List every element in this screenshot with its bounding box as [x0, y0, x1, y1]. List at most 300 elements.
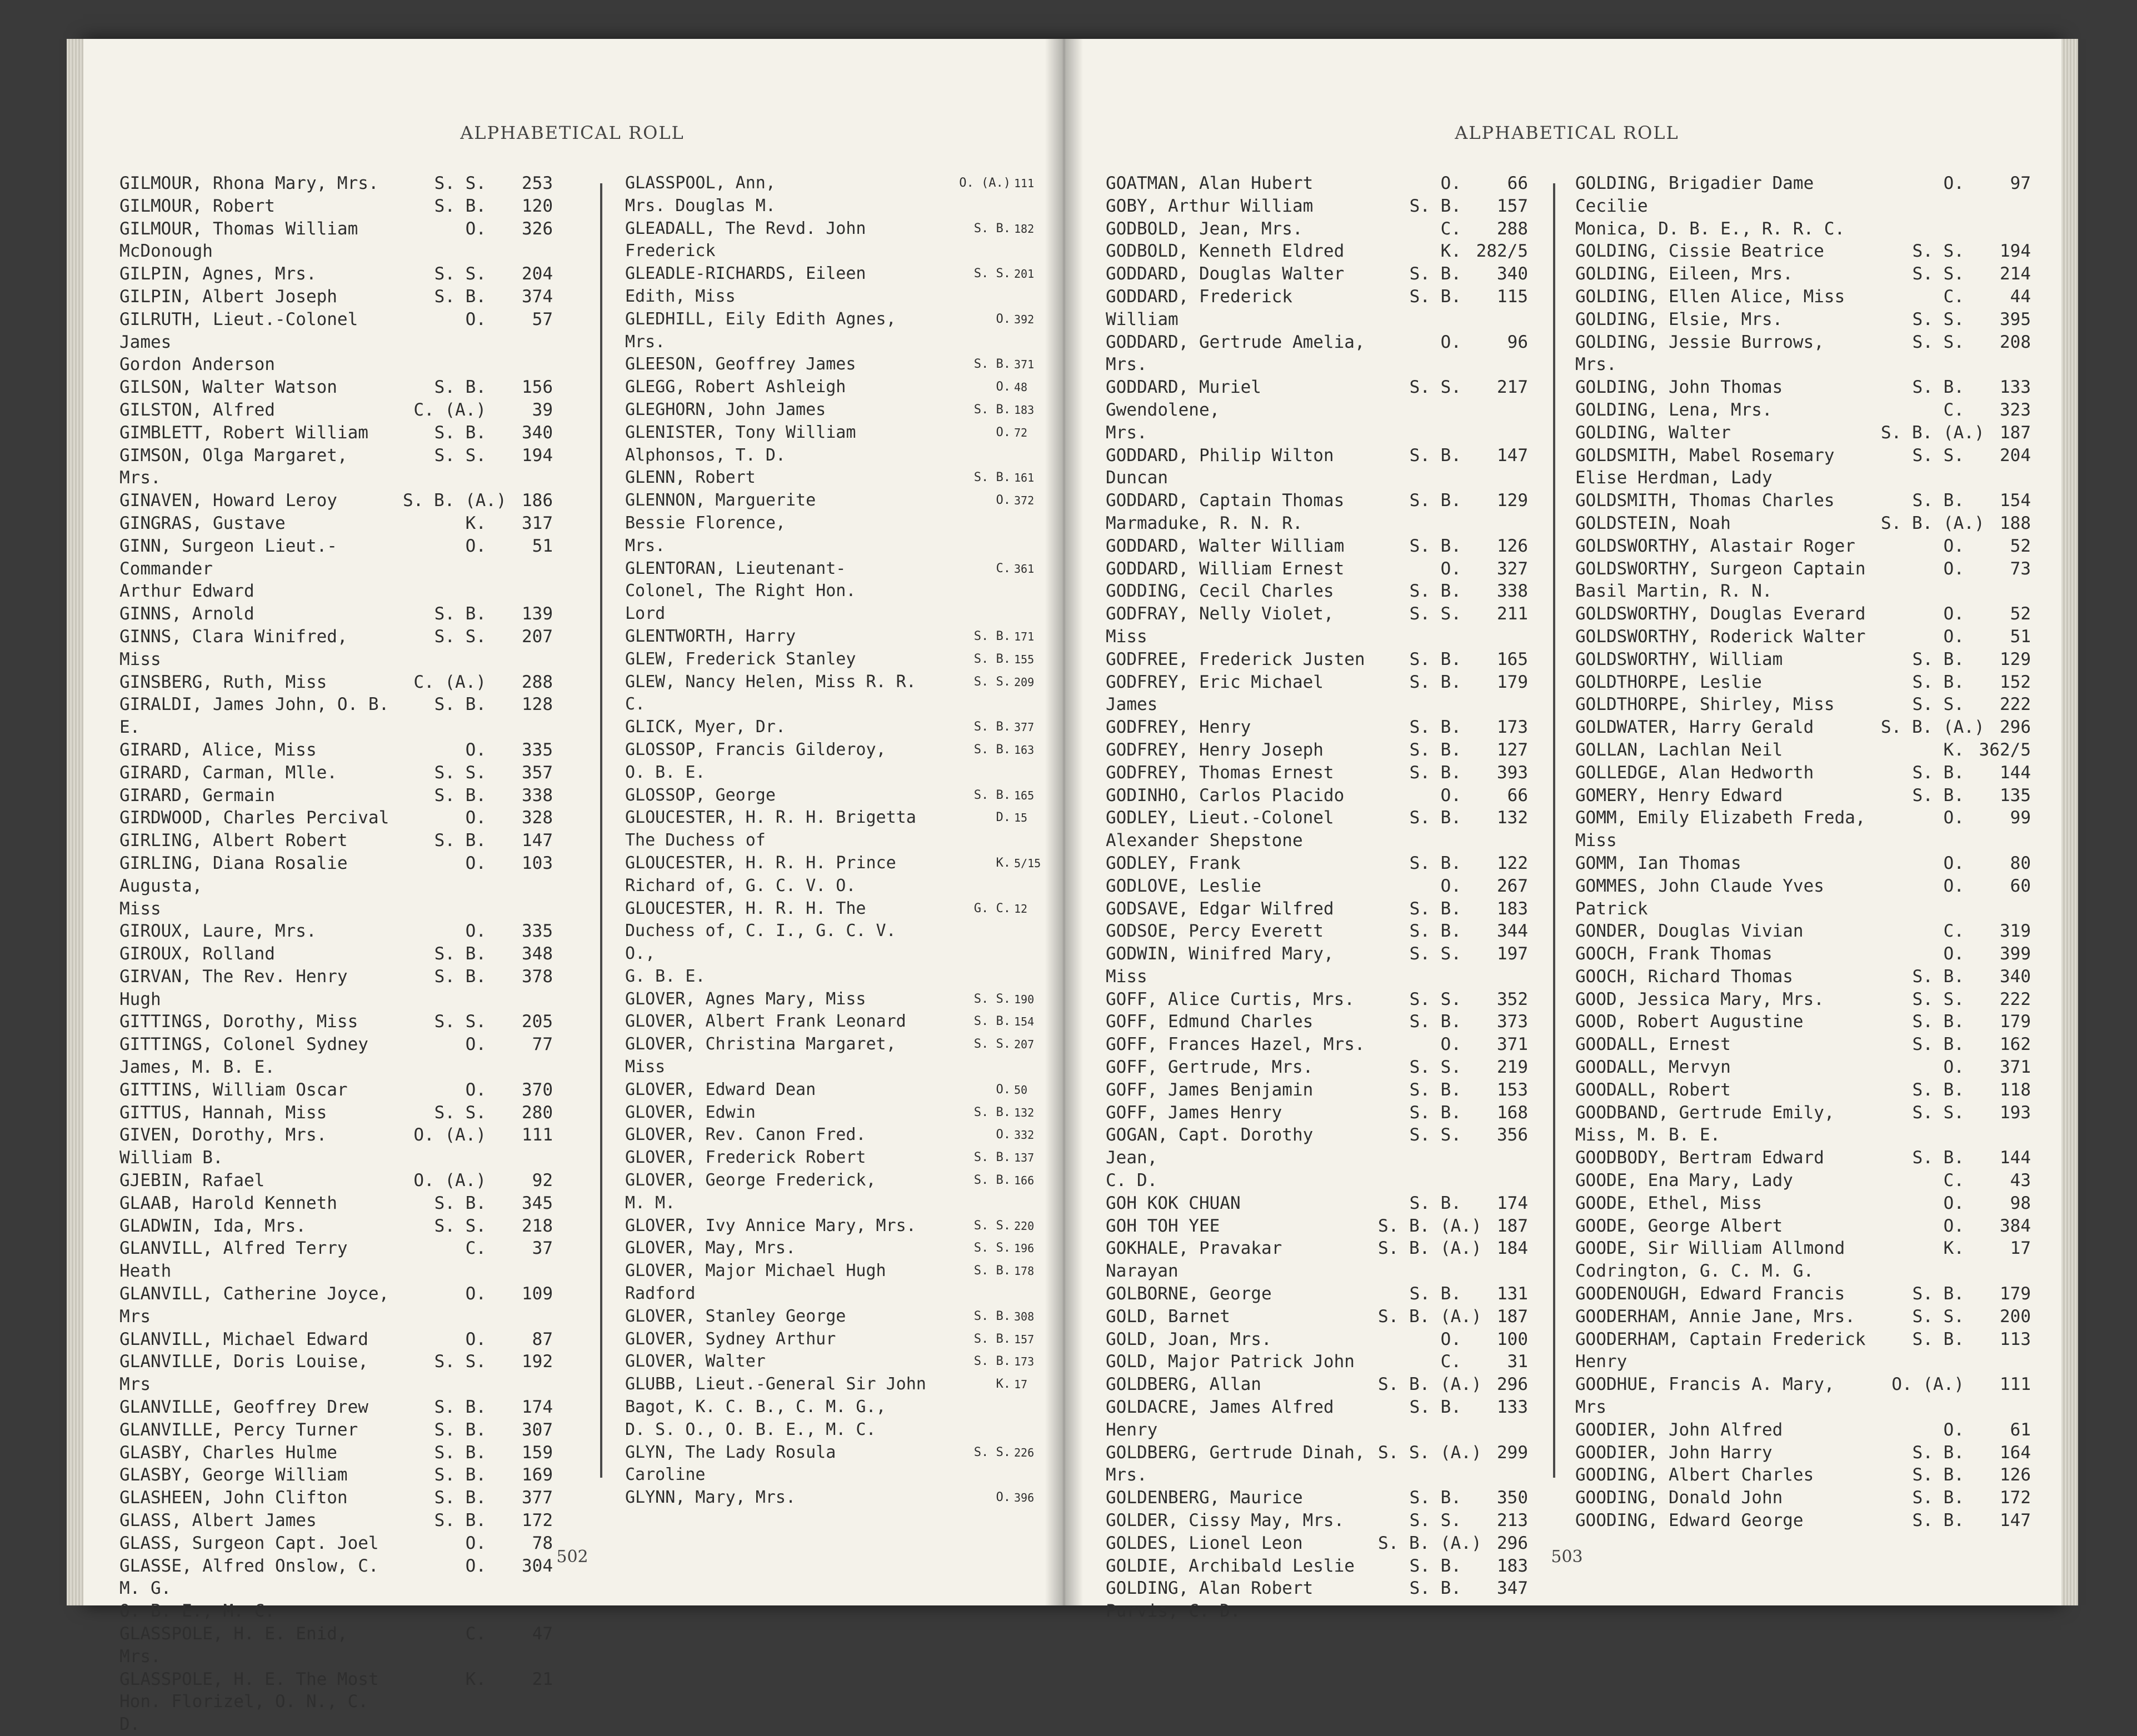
entry-page: 217 — [1497, 377, 1528, 398]
entry-page: 288 — [1497, 218, 1528, 239]
entry-page: 147 — [1497, 445, 1528, 466]
entry-service: S. S. — [434, 762, 486, 783]
entry-page: 208 — [2000, 332, 2031, 352]
entry-reference — [1378, 444, 1528, 467]
roll-entry — [1106, 376, 1528, 444]
entry-name: GOODHUE, Francis A. Mary, Mrs — [1575, 1374, 1835, 1418]
entry-name: GOODING, Donald John — [1575, 1488, 1783, 1508]
roll-entry — [1106, 807, 1528, 852]
entry-service: S. B. — [434, 944, 486, 964]
entry-name: GODLOVE, Leslie — [1106, 875, 1261, 896]
roll-entry — [625, 784, 1036, 807]
entry-service: O. — [1943, 1057, 1964, 1078]
roll-entry — [1575, 1192, 2031, 1215]
entry-name: GOODE, Sir William Allmond Codrington, G. C. M. G. — [1575, 1238, 1845, 1282]
entry-name: GINAVEN, Howard Leroy — [119, 491, 337, 511]
entry-name: GODSAVE, Edgar Wilfred — [1106, 898, 1334, 919]
entry-page: 111 — [1014, 177, 1035, 190]
roll-entry — [119, 1124, 553, 1169]
entry-reference — [1881, 671, 2031, 694]
roll-entry — [1575, 535, 2031, 558]
entry-name: GLEDHILL, Eily Edith Agnes, Mrs. — [625, 309, 896, 352]
entry-reference — [1378, 784, 1528, 807]
roll-entry — [119, 829, 553, 852]
roll-entry — [1575, 444, 2031, 490]
roll-entry — [1575, 240, 2031, 263]
roll-entry — [1106, 195, 1528, 218]
entry-service: S. S. — [1409, 944, 1461, 964]
roll-entry — [1106, 535, 1528, 558]
roll-entry — [119, 286, 553, 308]
entry-service: S. S. — [1409, 1510, 1461, 1531]
entry-page: 60 — [2010, 875, 2031, 896]
entry-page: 335 — [522, 739, 553, 760]
entry-name: GOLDBERG, Gertrude Dinah, Mrs. — [1106, 1442, 1365, 1485]
entry-page: 137 — [1014, 1151, 1035, 1165]
entry-service: S. S. — [1912, 309, 1964, 329]
entry-service: S. B. — [434, 1397, 486, 1418]
entry-service: S. S. — [973, 1445, 1011, 1459]
entry-name: GOLDSWORTHY, Alastair Roger — [1575, 536, 1855, 556]
entry-service: S. B. — [434, 196, 486, 216]
entry-name: GOODING, Edward George — [1575, 1510, 1804, 1531]
entry-page: 183 — [1497, 1555, 1528, 1576]
entry-page: 350 — [1497, 1488, 1528, 1508]
entry-page: 5/15 — [1014, 856, 1041, 870]
entry-reference — [1378, 1350, 1528, 1373]
roll-entry — [119, 218, 553, 263]
entry-page: 12 — [1014, 902, 1028, 915]
entry-name: GODDARD, Muriel Gwendolene, Mrs. — [1106, 377, 1261, 443]
roll-entry — [119, 1283, 553, 1328]
entry-reference — [1881, 716, 2031, 739]
entry-page: 48 — [1014, 381, 1028, 394]
entry-name: GLEADALL, The Revd. John Frederick — [625, 218, 866, 261]
entry-page: 323 — [2000, 399, 2031, 420]
entry-service: S. B. — [1409, 445, 1461, 466]
roll-entry — [1106, 1010, 1528, 1033]
entry-name: GOLBORNE, George — [1106, 1284, 1272, 1304]
roll-entry — [625, 1147, 1036, 1169]
entry-reference — [1378, 195, 1528, 218]
entry-reference — [1881, 1509, 2031, 1532]
entry-name: GOFF, Frances Hazel, Mrs. — [1106, 1034, 1365, 1055]
roll-entry — [625, 626, 1036, 648]
entry-page: 51 — [2010, 626, 2031, 647]
entry-reference — [403, 308, 553, 331]
entry-service: S. B. — [1409, 898, 1461, 919]
entry-service: S. B. — [973, 720, 1011, 734]
entry-page: 338 — [522, 785, 553, 806]
entry-name: GLANVILL, Catherine Joyce, Mrs — [119, 1284, 390, 1327]
entry-name: GODBOLD, Jean, Mrs. — [1106, 218, 1303, 239]
entry-page: 163 — [1014, 743, 1035, 757]
roll-entry — [1106, 739, 1528, 762]
entry-page: 129 — [2000, 649, 2031, 669]
roll-entry — [119, 1442, 553, 1464]
entry-name: GOLD, Barnet — [1106, 1306, 1230, 1327]
entry-name: GILMOUR, Thomas William McDonough — [119, 218, 358, 262]
entry-service: S. B. — [973, 788, 1011, 802]
entry-reference — [403, 1509, 553, 1532]
roll-entry — [1575, 988, 2031, 1011]
entry-reference — [938, 218, 1036, 241]
entry-reference — [1378, 1079, 1528, 1102]
entry-page: 133 — [1497, 1397, 1528, 1418]
entry-page: 205 — [522, 1012, 553, 1032]
entry-page: 37 — [532, 1238, 553, 1259]
entry-name: GLOVER, Rev. Canon Fred. — [625, 1125, 866, 1145]
entry-page: 226 — [1014, 1445, 1035, 1459]
entry-service: S. S. — [1912, 264, 1964, 284]
entry-name: GIVEN, Dorothy, Mrs. William B. — [119, 1125, 327, 1168]
entry-service: S. B. — [1409, 536, 1461, 556]
entry-reference — [403, 1169, 553, 1192]
entry-page: 100 — [1497, 1329, 1528, 1349]
roll-entry — [1575, 1328, 2031, 1374]
entry-service: O. (A.) — [959, 176, 1011, 190]
entry-reference — [1881, 558, 2031, 581]
entry-name: GOLDING, John Thomas — [1575, 377, 1783, 398]
entry-reference — [1378, 1487, 1528, 1509]
entry-name: GIRLING, Albert Robert — [119, 831, 348, 851]
right-column-2 — [1575, 172, 2031, 1532]
entry-reference — [938, 898, 1036, 920]
entry-page: 133 — [2000, 377, 2031, 398]
entry-page: 77 — [532, 1034, 553, 1055]
roll-entry — [119, 671, 553, 694]
entry-reference — [1881, 1033, 2031, 1056]
entry-service: S. S. — [434, 1102, 486, 1123]
entry-name: GOLDENBERG, Maurice — [1106, 1488, 1303, 1508]
entry-reference — [938, 1215, 1036, 1238]
entry-service: S. S. — [973, 1218, 1011, 1233]
entry-page: 357 — [522, 762, 553, 783]
entry-reference — [403, 1668, 553, 1691]
entry-name: GLASHEEN, John Clifton — [119, 1488, 348, 1508]
entry-name: GILPIN, Albert Joseph — [119, 286, 337, 307]
entry-reference — [938, 852, 1041, 875]
entry-name: GOODBODY, Bertram Edward — [1575, 1148, 1824, 1168]
roll-entry — [625, 739, 1036, 784]
entry-reference — [403, 1623, 553, 1645]
entry-service: S. B. — [1912, 1012, 1964, 1032]
roll-entry — [1575, 422, 2031, 444]
entry-name: GLASSPOLE, H. E. The Most Hon. Florizel, O. N., C. D. — [119, 1669, 379, 1735]
roll-entry — [1106, 286, 1528, 331]
entry-reference — [1378, 1305, 1528, 1328]
entry-name: GOLDSWORTHY, Surgeon Captain Basil Martin, R. N. — [1575, 558, 1866, 602]
entry-service: S. S. (A.) — [1378, 1442, 1482, 1463]
entry-page: 66 — [1507, 785, 1528, 806]
entry-reference — [1881, 965, 2031, 988]
roll-entry — [625, 1033, 1036, 1079]
entry-name: GOMM, Ian Thomas — [1575, 853, 1741, 873]
roll-entry — [119, 626, 553, 671]
roll-entry — [625, 807, 1036, 852]
entry-service: S. S. — [434, 264, 486, 284]
roll-entry — [119, 1396, 553, 1419]
entry-page: 340 — [1497, 264, 1528, 284]
entry-name: GOMMES, John Claude Yves Patrick — [1575, 875, 1824, 919]
entry-page: 128 — [522, 694, 553, 715]
entry-page: 120 — [522, 196, 553, 216]
entry-name: GOODIER, John Harry — [1575, 1442, 1772, 1463]
entry-page: 31 — [1507, 1352, 1528, 1372]
entry-name: GODBOLD, Kenneth Eldred — [1106, 241, 1345, 262]
entry-page: 111 — [522, 1125, 553, 1145]
roll-entry — [1106, 558, 1528, 581]
entry-name: GOOCH, Frank Thomas — [1575, 944, 1772, 964]
entry-name: GLOVER, Edward Dean — [625, 1079, 816, 1099]
entry-name: GILSTON, Alfred — [119, 399, 275, 420]
entry-name: GITTINGS, Colonel Sydney James, M. B. E. — [119, 1034, 368, 1078]
roll-entry — [625, 1328, 1036, 1351]
entry-name: GOLDING, Elsie, Mrs. — [1575, 309, 1783, 329]
roll-entry — [625, 1487, 1036, 1509]
entry-service: C. — [1440, 218, 1461, 239]
entry-reference — [1378, 603, 1528, 626]
entry-name: GLEGHORN, John James — [625, 399, 826, 419]
roll-entry — [1106, 1033, 1528, 1056]
entry-reference — [1881, 422, 2031, 444]
entry-reference — [403, 286, 553, 308]
entry-page: 72 — [1014, 426, 1028, 439]
entry-reference — [1378, 762, 1528, 784]
roll-entry — [625, 353, 1036, 376]
entry-reference — [1881, 489, 2031, 512]
entry-name: GOH KOK CHUAN — [1106, 1193, 1241, 1213]
entry-name: GOODERHAM, Captain Frederick Henry — [1575, 1329, 1866, 1372]
entry-name: GOLDES, Lionel Leon — [1106, 1533, 1303, 1553]
entry-page: 188 — [2000, 513, 2031, 533]
roll-entry — [625, 1350, 1036, 1373]
entry-page: 200 — [2000, 1306, 2031, 1327]
entry-page: 51 — [532, 536, 553, 556]
entry-service: O. — [465, 218, 486, 239]
entry-service: S. B. (A.) — [1881, 717, 1985, 738]
entry-name: GLOVER, Ivy Annice Mary, Mrs. — [625, 1215, 916, 1235]
entry-page: 144 — [2000, 762, 2031, 783]
entry-page: 174 — [1497, 1193, 1528, 1213]
entry-name: GOOD, Robert Augustine — [1575, 1012, 1804, 1032]
roll-entry — [1106, 172, 1528, 195]
entry-service: S. B. — [973, 742, 1011, 757]
entry-name: GODLEY, Lieut.-Colonel Alexander Shepstone — [1106, 808, 1334, 851]
roll-entry — [1575, 1147, 2031, 1169]
entry-name: GOLDTHORPE, Shirley, Miss — [1575, 694, 1835, 715]
entry-reference — [403, 444, 553, 467]
entry-reference — [403, 1033, 553, 1056]
entry-service: S. B. — [973, 652, 1011, 666]
right-page — [1072, 39, 2061, 1622]
entry-name: GLOVER, Stanley George — [625, 1306, 846, 1326]
entry-service: O. — [1943, 1193, 1964, 1213]
entry-service: S. B. — [1912, 966, 1964, 987]
entry-service: O. — [1440, 875, 1461, 896]
entry-name: GIRLING, Diana Rosalie Augusta, Miss — [119, 853, 348, 919]
entry-service: S. S. — [1409, 1125, 1461, 1145]
entry-reference — [403, 1350, 553, 1373]
entry-reference — [1881, 1056, 2031, 1079]
entry-name: GOODE, Ena Mary, Lady — [1575, 1170, 1793, 1191]
entry-name: GOODIER, John Alfred — [1575, 1419, 1783, 1440]
entry-name: GOLDSMITH, Thomas Charles — [1575, 491, 1835, 511]
entry-page: 155 — [1014, 652, 1035, 666]
entry-name: GODDARD, Captain Thomas Marmaduke, R. N. R. — [1106, 491, 1345, 533]
roll-entry — [1575, 739, 2031, 762]
entry-service: S. B. — [1912, 1442, 1964, 1463]
entry-page: 103 — [522, 853, 553, 873]
entry-service: S. S. — [1912, 989, 1964, 1009]
entry-name: GOLDACRE, James Alfred Henry — [1106, 1397, 1334, 1440]
entry-service: C. — [996, 561, 1011, 576]
entry-name: GLAAB, Harold Kenneth — [119, 1193, 337, 1213]
entry-name: GLOUCESTER, H. R. H. Brigetta The Duchess of — [625, 808, 916, 851]
entry-service: C. — [1943, 286, 1964, 307]
entry-reference — [1881, 693, 2031, 716]
roll-entry — [1106, 875, 1528, 898]
entry-name: GOFF, Alice Curtis, Mrs. — [1106, 989, 1355, 1009]
entry-reference — [403, 739, 553, 762]
roll-entry — [1575, 263, 2031, 286]
entry-reference — [938, 558, 1036, 581]
roll-entry — [1106, 1283, 1528, 1305]
entry-reference — [1881, 512, 2031, 535]
entry-service: S. B. (A.) — [403, 491, 507, 511]
entry-service: S. B. — [1409, 1193, 1461, 1213]
entry-name: GODLEY, Frank — [1106, 853, 1241, 873]
entry-reference — [403, 1010, 553, 1033]
entry-service: O. — [996, 1128, 1011, 1142]
entry-page: 159 — [522, 1442, 553, 1463]
entry-reference — [1881, 875, 2031, 898]
entry-name: GODFREY, Eric Michael James — [1106, 672, 1324, 715]
entry-service: S. B. — [1409, 491, 1461, 511]
entry-name: GILSON, Walter Watson — [119, 377, 337, 398]
entry-name: GIRALDI, James John, O. B. E. — [119, 694, 390, 738]
entry-name: GOODBAND, Gertrude Emily, Miss, M. B. E. — [1575, 1102, 1835, 1145]
entry-name: GLOVER, George Frederick, M. M. — [625, 1170, 876, 1213]
entry-reference — [1881, 308, 2031, 331]
entry-service: O. — [996, 312, 1011, 326]
entry-service: S. B. (A.) — [1378, 1533, 1482, 1553]
entry-reference — [1881, 286, 2031, 308]
entry-page: 126 — [1497, 536, 1528, 556]
entry-name: GIRVAN, The Rev. Henry Hugh — [119, 966, 348, 1009]
roll-entry — [119, 852, 553, 920]
entry-name: GLEW, Frederick Stanley — [625, 649, 856, 669]
entry-page: 201 — [1014, 267, 1035, 281]
entry-page: 161 — [1014, 471, 1035, 485]
entry-service: G. C. — [973, 901, 1011, 915]
roll-entry — [119, 1033, 553, 1079]
roll-entry — [1575, 376, 2031, 399]
entry-page: 328 — [522, 808, 553, 828]
entry-service: O. — [1943, 944, 1964, 964]
entry-name: GODDARD, Walter William — [1106, 536, 1345, 556]
entry-service: S. B. — [1912, 1148, 1964, 1168]
page-number: 503 — [1551, 1547, 1583, 1567]
entry-name: GODFRAY, Nelly Violet, Miss — [1106, 604, 1334, 647]
entry-service: O. — [1943, 604, 1964, 624]
entry-reference — [1881, 1464, 2031, 1487]
entry-reference — [938, 1102, 1036, 1124]
entry-name: GLOUCESTER, H. R. H. Prince Richard of, G. C. V. O. — [625, 853, 896, 895]
roll-entry — [1106, 1509, 1528, 1532]
roll-entry — [1106, 1487, 1528, 1509]
entry-service: S. B. — [973, 1014, 1011, 1029]
roll-entry — [1575, 1079, 2031, 1102]
entry-reference — [403, 1215, 553, 1238]
entry-name: GOLDING, Brigadier Dame Cecilie Monica, D. B. E., R. R. C. — [1575, 173, 1845, 239]
entry-service: S. B. — [1409, 1012, 1461, 1032]
roll-entry — [625, 1010, 1036, 1033]
entry-reference — [1881, 784, 2031, 807]
entry-page: 92 — [532, 1170, 553, 1191]
entry-service: O. — [465, 853, 486, 873]
entry-page: 52 — [2010, 604, 2031, 624]
entry-page: 122 — [1497, 853, 1528, 873]
entry-reference — [938, 1010, 1036, 1033]
entry-service: C. — [465, 1624, 486, 1644]
entry-page: 115 — [1497, 286, 1528, 307]
entry-name: GONDER, Douglas Vivian — [1575, 921, 1804, 942]
roll-entry — [1106, 1237, 1528, 1283]
roll-entry — [119, 444, 553, 490]
entry-service: S. B. — [1409, 808, 1461, 828]
entry-service: O. — [1440, 173, 1461, 193]
column-divider — [1553, 183, 1555, 1478]
left-column-1 — [119, 172, 553, 1736]
entry-name: GODFREY, Thomas Ernest — [1106, 762, 1334, 783]
entry-reference — [1378, 1102, 1528, 1124]
entry-reference — [403, 1102, 553, 1124]
entry-reference — [1378, 1328, 1528, 1351]
entry-page: 127 — [1497, 739, 1528, 760]
entry-service: S. B. — [434, 831, 486, 851]
entry-reference — [1378, 489, 1528, 512]
entry-reference — [1881, 1487, 2031, 1509]
entry-page: 156 — [522, 377, 553, 398]
entry-reference — [1378, 1577, 1528, 1600]
entry-reference — [1378, 286, 1528, 308]
entry-page: 186 — [522, 491, 553, 511]
roll-entry — [625, 399, 1036, 422]
entry-name: GOODENOUGH, Edward Francis — [1575, 1284, 1845, 1304]
roll-entry — [1106, 1396, 1528, 1442]
roll-entry — [119, 172, 553, 195]
entry-service: S. B. — [1912, 1329, 1964, 1349]
entry-name: GOMERY, Henry Edward — [1575, 785, 1783, 806]
entry-service: O. — [1943, 173, 1964, 193]
entry-service: S. B. (A.) — [1378, 1374, 1482, 1395]
entry-reference — [1378, 988, 1528, 1011]
entry-reference — [1881, 1283, 2031, 1305]
roll-entry — [625, 898, 1036, 988]
roll-entry — [1575, 762, 2031, 784]
roll-entry — [1575, 1487, 2031, 1509]
entry-reference — [1881, 1419, 2031, 1442]
entry-page: 340 — [522, 422, 553, 443]
roll-entry — [1106, 898, 1528, 920]
entry-page: 340 — [2000, 966, 2031, 987]
roll-entry — [1575, 1464, 2031, 1487]
entry-page: 154 — [2000, 491, 2031, 511]
entry-service: S. S. — [1409, 1057, 1461, 1078]
entry-service: O. — [465, 808, 486, 828]
entry-name: GLASSPOLE, H. E. Enid, Mrs. — [119, 1624, 348, 1667]
